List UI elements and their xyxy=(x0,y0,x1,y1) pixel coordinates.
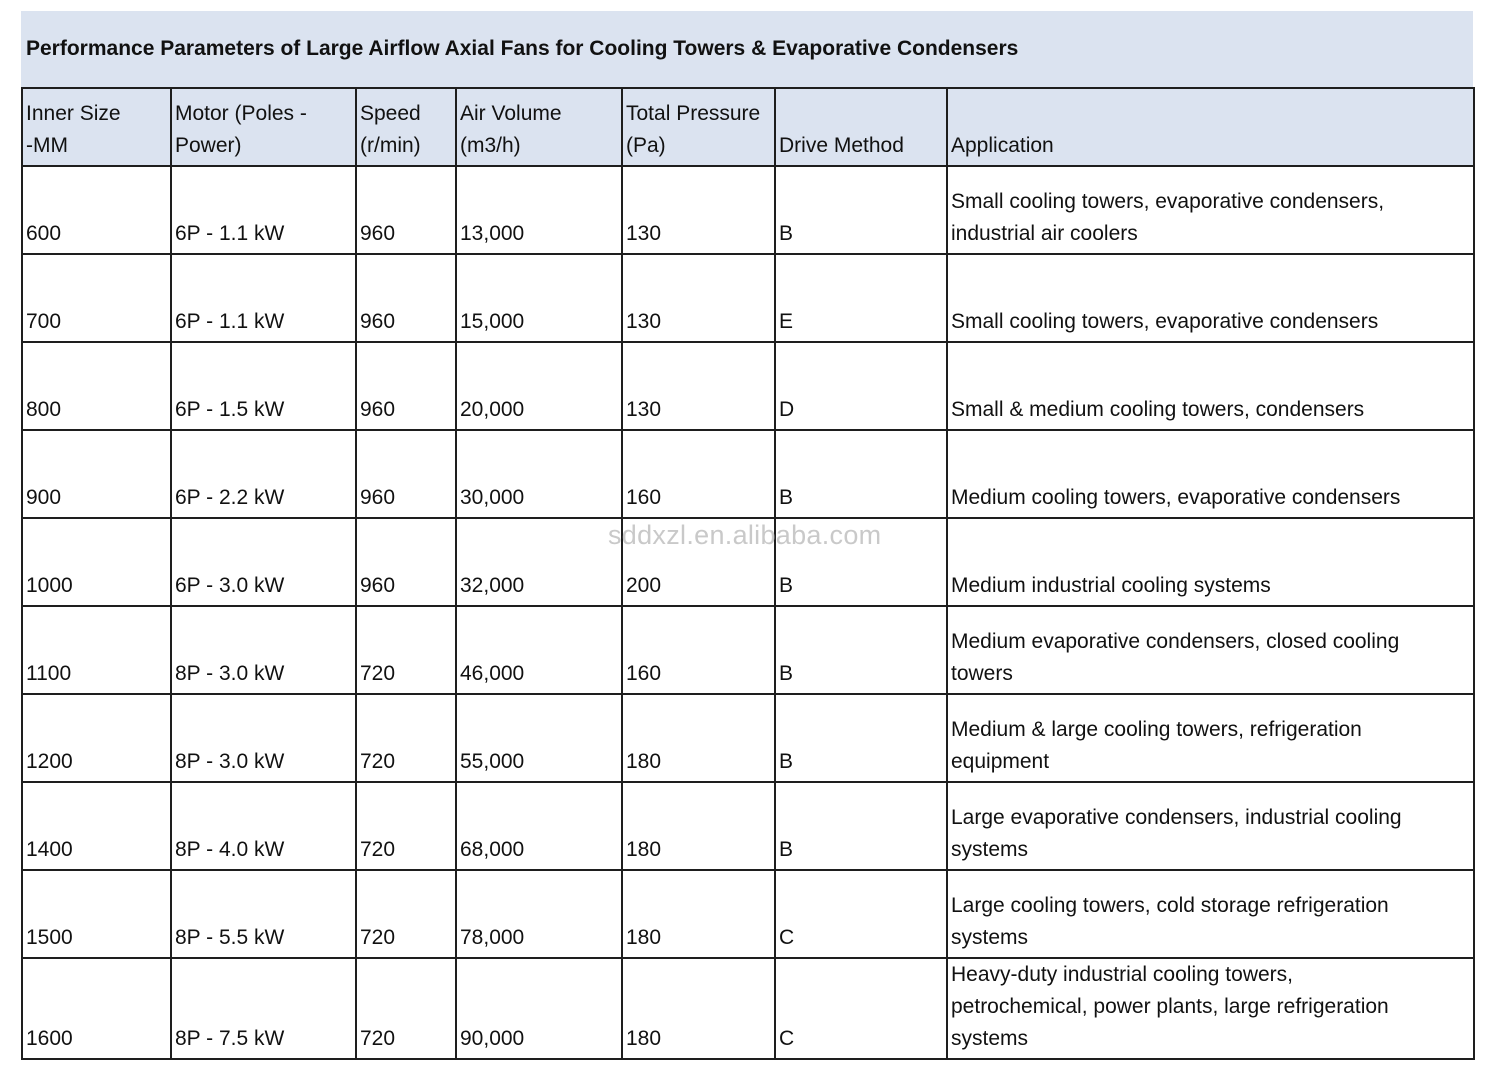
cell-drive-method: B xyxy=(775,430,947,518)
cell-motor: 8P - 5.5 kW xyxy=(171,870,356,958)
cell-application xyxy=(947,870,1474,958)
application-line: Large evaporative condensers, industrial cooling xyxy=(951,806,1402,829)
header-motor xyxy=(171,88,356,166)
cell-motor: 6P - 1.1 kW xyxy=(171,166,356,254)
application-line: Medium & large cooling towers, refrigeration xyxy=(951,718,1362,741)
header-line: Motor (Poles - xyxy=(175,102,307,125)
table-row xyxy=(22,342,1474,430)
cell-application xyxy=(947,342,1474,430)
application-line: petrochemical, power plants, large refrigeration xyxy=(951,995,1389,1018)
header-speed xyxy=(356,88,456,166)
header-line xyxy=(951,98,1470,130)
cell-motor: 6P - 1.1 kW xyxy=(171,254,356,342)
performance-table xyxy=(21,87,1475,1060)
cell-drive-method: C xyxy=(775,958,947,1059)
header-line: (r/min) xyxy=(360,134,421,157)
title-bar xyxy=(21,11,1473,87)
cell-drive-method: B xyxy=(775,782,947,870)
cell-drive-method: C xyxy=(775,870,947,958)
application-line: systems xyxy=(951,838,1029,861)
cell-inner-size: 1400 xyxy=(22,782,171,870)
application-line: Medium evaporative condensers, closed cooling xyxy=(951,630,1400,653)
table-row xyxy=(22,694,1474,782)
application-line: Small & medium cooling towers, condensers xyxy=(951,398,1365,421)
cell-application xyxy=(947,518,1474,606)
cell-application xyxy=(947,254,1474,342)
application-line: equipment xyxy=(951,750,1050,773)
cell-inner-size: 800 xyxy=(22,342,171,430)
cell-air-volume: 15,000 xyxy=(456,254,622,342)
cell-application xyxy=(947,606,1474,694)
header-air-volume xyxy=(456,88,622,166)
application-line: Large cooling towers, cold storage refrigeration xyxy=(951,894,1389,917)
cell-total-pressure: 200 xyxy=(622,518,775,606)
header-application xyxy=(947,88,1474,166)
header-line: Speed xyxy=(360,102,421,125)
application-line: Medium industrial cooling systems xyxy=(951,574,1271,597)
table-row xyxy=(22,254,1474,342)
table-row xyxy=(22,870,1474,958)
header-line: (m3/h) xyxy=(460,134,521,157)
header-line: Inner Size xyxy=(26,102,121,125)
cell-speed: 720 xyxy=(356,870,456,958)
cell-application xyxy=(947,694,1474,782)
table-row xyxy=(22,782,1474,870)
cell-drive-method: B xyxy=(775,694,947,782)
application-line: industrial air coolers xyxy=(951,222,1138,245)
watermark-text: sddxzl.en.alibaba.com xyxy=(608,520,882,550)
cell-inner-size: 900 xyxy=(22,430,171,518)
cell-total-pressure: 130 xyxy=(622,342,775,430)
table-row xyxy=(22,166,1474,254)
cell-air-volume: 78,000 xyxy=(456,870,622,958)
cell-speed: 720 xyxy=(356,958,456,1059)
application-line: systems xyxy=(951,1027,1029,1050)
cell-inner-size: 700 xyxy=(22,254,171,342)
table-row xyxy=(22,958,1474,1059)
application-line: towers xyxy=(951,662,1013,685)
cell-total-pressure: 180 xyxy=(622,870,775,958)
cell-motor: 6P - 2.2 kW xyxy=(171,430,356,518)
cell-application xyxy=(947,958,1474,1059)
header-total-pressure xyxy=(622,88,775,166)
cell-motor: 8P - 4.0 kW xyxy=(171,782,356,870)
cell-air-volume: 55,000 xyxy=(456,694,622,782)
cell-air-volume: 46,000 xyxy=(456,606,622,694)
cell-total-pressure: 180 xyxy=(622,694,775,782)
cell-drive-method: D xyxy=(775,342,947,430)
header-line: -MM xyxy=(26,134,68,157)
cell-inner-size: 1100 xyxy=(22,606,171,694)
cell-air-volume: 68,000 xyxy=(456,782,622,870)
cell-application xyxy=(947,430,1474,518)
cell-motor: 8P - 7.5 kW xyxy=(171,958,356,1059)
cell-air-volume: 30,000 xyxy=(456,430,622,518)
cell-speed: 960 xyxy=(356,430,456,518)
cell-application xyxy=(947,782,1474,870)
cell-total-pressure: 180 xyxy=(622,958,775,1059)
application-line: Small cooling towers, evaporative condensers, xyxy=(951,190,1385,213)
cell-inner-size: 1600 xyxy=(22,958,171,1059)
cell-drive-method: B xyxy=(775,518,947,606)
header-line xyxy=(779,98,943,130)
cell-inner-size: 600 xyxy=(22,166,171,254)
table-row xyxy=(22,518,1474,606)
cell-speed: 960 xyxy=(356,166,456,254)
table-body xyxy=(22,166,1474,1059)
header-line: Total Pressure xyxy=(626,102,761,125)
header-line: Power) xyxy=(175,134,242,157)
cell-inner-size: 1500 xyxy=(22,870,171,958)
cell-motor: 8P - 3.0 kW xyxy=(171,694,356,782)
cell-inner-size: 1200 xyxy=(22,694,171,782)
cell-drive-method: E xyxy=(775,254,947,342)
application-line: Heavy-duty industrial cooling towers, xyxy=(951,963,1293,986)
cell-inner-size: 1000 xyxy=(22,518,171,606)
header-row xyxy=(22,88,1474,166)
header-inner-size xyxy=(22,88,171,166)
cell-speed: 720 xyxy=(356,606,456,694)
application-line: systems xyxy=(951,926,1029,949)
application-line: Medium cooling towers, evaporative condensers xyxy=(951,486,1401,509)
header-line: Air Volume xyxy=(460,102,562,125)
cell-drive-method: B xyxy=(775,606,947,694)
header-line: Drive Method xyxy=(779,134,904,157)
cell-speed: 720 xyxy=(356,694,456,782)
cell-total-pressure: 130 xyxy=(622,254,775,342)
table-title: Performance Parameters of Large Airflow Axial Fans for Cooling Towers & Evaporative Condensers xyxy=(26,37,1019,60)
cell-speed: 720 xyxy=(356,782,456,870)
cell-speed: 960 xyxy=(356,518,456,606)
table-row xyxy=(22,430,1474,518)
cell-speed: 960 xyxy=(356,342,456,430)
cell-total-pressure: 160 xyxy=(622,606,775,694)
header-drive-method xyxy=(775,88,947,166)
cell-total-pressure: 130 xyxy=(622,166,775,254)
cell-application xyxy=(947,166,1474,254)
cell-total-pressure: 160 xyxy=(622,430,775,518)
cell-total-pressure: 180 xyxy=(622,782,775,870)
header-line: (Pa) xyxy=(626,134,666,157)
table-row xyxy=(22,606,1474,694)
cell-speed: 960 xyxy=(356,254,456,342)
header-line: Application xyxy=(951,134,1054,157)
cell-motor: 6P - 3.0 kW xyxy=(171,518,356,606)
spec-sheet xyxy=(21,11,1473,1060)
cell-motor: 6P - 1.5 kW xyxy=(171,342,356,430)
cell-air-volume: 32,000 xyxy=(456,518,622,606)
cell-air-volume: 90,000 xyxy=(456,958,622,1059)
cell-air-volume: 20,000 xyxy=(456,342,622,430)
cell-drive-method: B xyxy=(775,166,947,254)
cell-air-volume: 13,000 xyxy=(456,166,622,254)
application-line: Small cooling towers, evaporative condensers xyxy=(951,310,1379,333)
cell-motor: 8P - 3.0 kW xyxy=(171,606,356,694)
